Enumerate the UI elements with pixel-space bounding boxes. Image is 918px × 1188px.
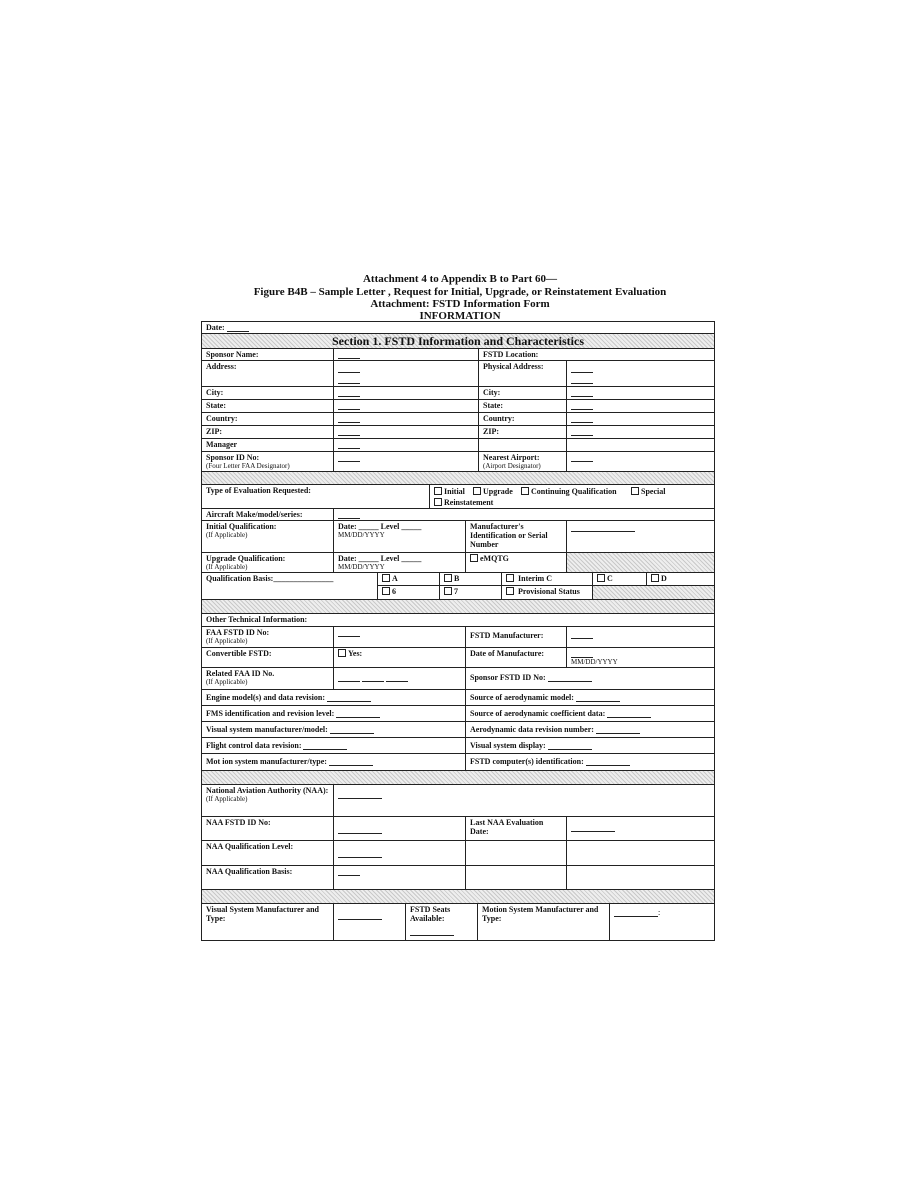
basis-c[interactable]: [593, 573, 647, 586]
manufacturer-id-value[interactable]: [567, 521, 714, 553]
city-value-2[interactable]: [567, 387, 714, 400]
zip-value[interactable]: [334, 426, 479, 439]
upgrade-qualification-note: (If Applicable): [206, 563, 248, 571]
emqtg-label: eMQTG: [480, 554, 509, 563]
last-naa-eval-label: Last NAA Evaluation Date:: [466, 817, 567, 841]
manager-label: Manager: [202, 439, 334, 452]
checkbox-basis-d[interactable]: [651, 574, 659, 582]
checkbox-basis-provisional[interactable]: [506, 587, 514, 595]
date-of-manufacture-label: Date of Manufacture:: [466, 648, 567, 668]
checkbox-basis-interim-c[interactable]: [506, 574, 514, 582]
country-value-2[interactable]: [567, 413, 714, 426]
separator-4: [202, 890, 714, 904]
sponsor-id-label: [202, 452, 334, 472]
checkbox-special[interactable]: [631, 487, 639, 495]
option-initial[interactable]: [434, 487, 465, 496]
checkbox-basis-b[interactable]: [444, 574, 452, 582]
visual-display-label: Visual system display:: [470, 741, 546, 750]
nearest-airport-value[interactable]: [567, 452, 714, 472]
heading-line-1: Attachment 4 to Appendix B to Part 60—: [362, 273, 558, 285]
basis-interim-c-label: Interim C: [518, 574, 552, 583]
date-label: Date:: [206, 323, 225, 332]
initial-date-format: MM/DD/YYYY: [338, 531, 385, 539]
fms-label: FMS identification and revision level:: [206, 709, 335, 718]
basis-a[interactable]: [378, 573, 440, 586]
option-reinstatement[interactable]: [434, 498, 493, 507]
fstd-location-label: FSTD Location:: [479, 349, 714, 361]
convertible-yes[interactable]: [334, 648, 466, 668]
option-continuing[interactable]: [521, 487, 617, 496]
checkbox-basis-7[interactable]: [444, 587, 452, 595]
separator-1: [202, 472, 714, 485]
attachment-heading: [200, 273, 720, 285]
aircraft-value[interactable]: [334, 509, 714, 521]
manager-empty-2: [567, 439, 714, 452]
manager-value[interactable]: [334, 439, 479, 452]
basis-6[interactable]: [378, 586, 440, 600]
basis-b[interactable]: [440, 573, 502, 586]
physical-address-value[interactable]: [567, 361, 714, 387]
city-label: City:: [202, 387, 334, 400]
separator-2: [202, 600, 714, 614]
address-value[interactable]: [334, 361, 479, 387]
basis-shaded: [593, 586, 714, 600]
basis-7[interactable]: [440, 586, 502, 600]
flight-control-label: Flight control data revision:: [206, 741, 302, 750]
qualification-basis-label: Qualification Basis:_______________: [202, 573, 378, 600]
zip-value-2[interactable]: [567, 426, 714, 439]
initial-qualification-text: Initial Qualification:: [206, 522, 277, 531]
upgrade-qualification-date[interactable]: [334, 553, 466, 573]
option-reinstatement-label: Reinstatement: [444, 498, 494, 507]
separator-3: [202, 771, 714, 785]
sponsor-fstd-id-label: Sponsor FSTD ID No:: [470, 673, 546, 682]
zip-label: ZIP:: [202, 426, 334, 439]
basis-d-label: D: [661, 574, 667, 583]
sponsor-name-value[interactable]: [334, 349, 479, 361]
manager-empty: [479, 439, 567, 452]
basis-a-label: A: [392, 574, 398, 583]
type-of-evaluation-label: Type of Evaluation Requested:: [202, 485, 430, 509]
motion-mfr-row[interactable]: [202, 754, 466, 771]
related-faa-id-value[interactable]: [334, 668, 466, 690]
motion-system-mfr-type-label: Motion System Manufacturer and Type:: [478, 904, 610, 940]
nearest-airport-note: (Airport Designator): [483, 462, 541, 470]
heading-line-2: Figure B4B – Sample Letter , Request for Initial, Upgrade, or Reinstatement Evaluation: [253, 286, 667, 298]
convertible-yes-label: Yes:: [348, 649, 363, 658]
upgrade-date-level: Date: _____ Level _____: [338, 554, 422, 563]
checkbox-initial[interactable]: [434, 487, 442, 495]
fstd-seats-cell[interactable]: [406, 904, 478, 940]
state-label-2: State:: [479, 400, 567, 413]
checkbox-convertible-yes[interactable]: [338, 649, 346, 657]
related-faa-id-note: (If Applicable): [206, 678, 248, 686]
aircraft-label: Aircraft Make/model/series:: [202, 509, 334, 521]
naa-qual-basis-value[interactable]: [334, 866, 466, 890]
figure-heading: [200, 286, 720, 298]
zip-label-2: ZIP:: [479, 426, 567, 439]
naa-fstd-id-label: NAA FSTD ID No:: [202, 817, 334, 841]
country-value[interactable]: [334, 413, 479, 426]
basis-b-label: B: [454, 574, 460, 583]
faa-fstd-id-text: FAA FSTD ID No:: [206, 628, 270, 637]
date-row: [202, 322, 714, 334]
option-initial-label: Initial: [444, 487, 465, 496]
basis-provisional[interactable]: [502, 586, 593, 600]
basis-d[interactable]: [647, 573, 714, 586]
physical-address-label: Physical Address:: [479, 361, 567, 387]
emqtg-shaded: [567, 553, 714, 573]
naa-qual-basis-empty: [466, 866, 567, 890]
fstd-computer-label: FSTD computer(s) identification:: [470, 757, 584, 766]
checkbox-basis-6[interactable]: [382, 587, 390, 595]
last-naa-eval-value[interactable]: [567, 817, 714, 841]
flight-control-row[interactable]: [202, 738, 466, 754]
faa-fstd-id-label: [202, 627, 334, 648]
naa-qual-basis-label: NAA Qualification Basis:: [202, 866, 334, 890]
engine-label: Engine model(s) and data revision:: [206, 693, 325, 702]
basis-interim-c[interactable]: [502, 573, 593, 586]
naa-value[interactable]: [334, 785, 714, 817]
city-value[interactable]: [334, 387, 479, 400]
naa-note: (If Applicable): [206, 795, 248, 803]
sponsor-fstd-id-row[interactable]: [466, 668, 714, 690]
source-aero-label: Source of aerodynamic model:: [470, 693, 574, 702]
nearest-airport-label: [479, 452, 567, 472]
motion-system-mfr-type-value[interactable]: :: [610, 904, 714, 940]
heading-line-4: INFORMATION: [419, 310, 501, 322]
city-label-2: City:: [479, 387, 567, 400]
naa-qual-level-empty-2: [567, 841, 714, 866]
visual-mfr-label: Visual system manufacturer/model:: [206, 725, 328, 734]
fstd-manufacturer-label: FSTD Manufacturer:: [466, 627, 567, 648]
upgrade-date-format: MM/DD/YYYY: [338, 563, 385, 571]
section-1-title: [202, 334, 714, 349]
address-label: Address:: [202, 361, 334, 387]
engine-row[interactable]: [202, 690, 466, 706]
fstd-manufacturer-value[interactable]: [567, 627, 714, 648]
section-1-title-text: Section 1. FSTD Information and Characteristics: [332, 334, 584, 348]
option-special[interactable]: [631, 487, 665, 496]
initial-date-level: Date: _____ Level _____: [338, 522, 422, 531]
related-faa-id-text: Related FAA ID No.: [206, 669, 275, 678]
fms-row[interactable]: [202, 706, 466, 722]
checkbox-basis-c[interactable]: [597, 574, 605, 582]
checkbox-continuing[interactable]: [521, 487, 529, 495]
naa-text: National Aviation Authority (NAA):: [206, 786, 329, 795]
sponsor-id-value[interactable]: [334, 452, 479, 472]
source-aero-row[interactable]: [466, 690, 714, 706]
naa-qual-level-label: NAA Qualification Level:: [202, 841, 334, 866]
visual-system-mfr-type-value[interactable]: [334, 904, 406, 940]
aero-rev-label: Aerodynamic data revision number:: [470, 725, 594, 734]
fstd-information-form: [201, 321, 715, 941]
source-coeff-label: Source of aerodynamic coefficient data:: [470, 709, 606, 718]
other-technical-label: Other Technical Information:: [202, 614, 714, 627]
initial-qualification-note: (If Applicable): [206, 531, 248, 539]
aero-rev-row[interactable]: [466, 722, 714, 738]
state-value-2[interactable]: [567, 400, 714, 413]
heading-line-3: Attachment: FSTD Information Form: [370, 298, 550, 310]
upgrade-qualification-text: Upgrade Qualification:: [206, 554, 286, 563]
form-heading: [200, 298, 720, 310]
initial-qualification-label: [202, 521, 334, 553]
checkbox-basis-a[interactable]: [382, 574, 390, 582]
source-coeff-row[interactable]: [466, 706, 714, 722]
naa-label: [202, 785, 334, 817]
option-upgrade[interactable]: [473, 487, 513, 496]
initial-qualification-date[interactable]: [334, 521, 466, 553]
basis-6-label: 6: [392, 587, 396, 596]
naa-qual-level-value[interactable]: [334, 841, 466, 866]
checkbox-upgrade[interactable]: [473, 487, 481, 495]
upgrade-qualification-label: [202, 553, 334, 573]
sponsor-id-note: (Four Letter FAA Designator): [206, 462, 290, 470]
basis-7-label: 7: [454, 587, 458, 596]
motion-mfr-label: Mot ion system manufacturer/type:: [206, 757, 327, 766]
state-value[interactable]: [334, 400, 479, 413]
country-label-2: Country:: [479, 413, 567, 426]
manufacture-date-format: MM/DD/YYYY: [571, 658, 618, 666]
manufacturer-id-label: Manufacturer's Identification or Serial Number: [466, 521, 567, 553]
visual-display-row[interactable]: [466, 738, 714, 754]
country-label: Country:: [202, 413, 334, 426]
date-field[interactable]: [227, 324, 249, 332]
basis-provisional-label: Provisional Status: [518, 587, 580, 596]
option-special-label: Special: [641, 487, 666, 496]
date-of-manufacture-value[interactable]: [567, 648, 714, 668]
naa-qual-level-empty: [466, 841, 567, 866]
sponsor-name-label: Sponsor Name:: [202, 349, 334, 361]
faa-fstd-id-value[interactable]: [334, 627, 466, 648]
related-faa-id-label: [202, 668, 334, 690]
nearest-airport-text: Nearest Airport:: [483, 453, 540, 462]
basis-c-label: C: [607, 574, 613, 583]
fstd-seats-label: FSTD Seats Available:: [410, 905, 451, 923]
convertible-fstd-label: Convertible FSTD:: [202, 648, 334, 668]
state-label: State:: [202, 400, 334, 413]
faa-fstd-id-note: (If Applicable): [206, 637, 248, 645]
checkbox-reinstatement[interactable]: [434, 498, 442, 506]
naa-qual-basis-empty-2: [567, 866, 714, 890]
checkbox-emqtg[interactable]: [470, 554, 478, 562]
evaluation-options: [430, 485, 714, 509]
visual-mfr-row[interactable]: [202, 722, 466, 738]
sponsor-id-text: Sponsor ID No:: [206, 453, 260, 462]
option-upgrade-label: Upgrade: [483, 487, 513, 496]
emqtg-option[interactable]: [466, 553, 567, 573]
fstd-computer-row[interactable]: [466, 754, 714, 771]
naa-fstd-id-value[interactable]: [334, 817, 466, 841]
visual-system-mfr-type-label: Visual System Manufacturer and Type:: [202, 904, 334, 940]
option-continuing-label: Continuing Qualification: [531, 487, 617, 496]
